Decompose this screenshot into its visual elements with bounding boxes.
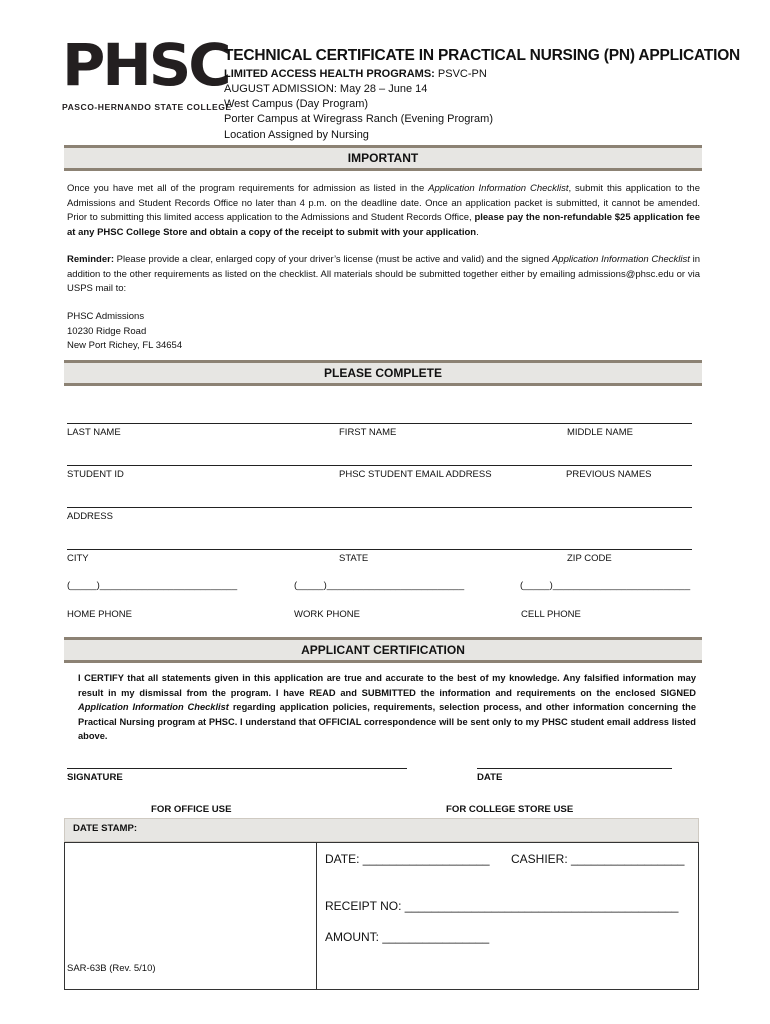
- college-store-use-label: FOR COLLEGE STORE USE: [446, 804, 574, 815]
- home-phone-field[interactable]: (_____)__________________________: [67, 580, 238, 591]
- please-complete-heading: PLEASE COMPLETE: [64, 360, 702, 386]
- important-paragraph: Once you have met all of the program requirements for admission as listed in the Application Information Checklist, submit this application to the Admissions and Student Records Office no later than 4 p.m. on the deadline date. Once an application packet is submitted, it cannot be amended. Prior to submitting this limited access application to the Admissions and Student Records Office, please pay the non-refundable $25 application fee at any PHSC College Store and obtain a copy of the receipt to submit with your application.: [67, 183, 700, 238]
- middle-name-label: MIDDLE NAME: [567, 427, 633, 438]
- last-name-label: LAST NAME: [67, 427, 121, 438]
- signature-line[interactable]: [67, 768, 407, 769]
- zip-label: ZIP CODE: [567, 553, 612, 564]
- reminder-paragraph: Reminder: Please provide a clear, enlarged copy of your driver’s license (must be active and valid) and the signed Application Information Checklist in addition to the other requirements as listed on the checklist. All materials should be submitted together either by emailing admissions@phsc.edu or via USPS mail to:: [67, 254, 700, 294]
- page-title: TECHNICAL CERTIFICATE IN PRACTICAL NURSING (PN) APPLICATION: [224, 47, 741, 64]
- name-line[interactable]: [67, 423, 692, 424]
- amount-field[interactable]: AMOUNT: ________________: [325, 930, 490, 944]
- city-label: CITY: [67, 553, 89, 564]
- address-label: ADDRESS: [67, 511, 113, 522]
- state-label: STATE: [339, 553, 369, 564]
- program-code: PSVC-PN: [437, 68, 487, 80]
- important-heading: IMPORTANT: [64, 145, 702, 171]
- mailing-address: PHSC Admissions 10230 Ridge Road New Port Richey, FL 34654: [67, 311, 183, 351]
- id-line[interactable]: [67, 465, 692, 466]
- home-phone-label: HOME PHONE: [67, 609, 132, 620]
- certification-heading: APPLICANT CERTIFICATION: [64, 637, 702, 663]
- cell-phone-field[interactable]: (_____)__________________________: [520, 580, 691, 591]
- signature-label: SIGNATURE: [67, 772, 123, 783]
- previous-names-label: PREVIOUS NAMES: [566, 469, 652, 480]
- college-name: PASCO-HERNANDO STATE COLLEGE: [62, 102, 232, 112]
- program-label: LIMITED ACCESS HEALTH PROGRAMS:: [224, 68, 435, 80]
- date-line[interactable]: [477, 768, 672, 769]
- email-label: PHSC STUDENT EMAIL ADDRESS: [339, 469, 492, 480]
- receipt-number-field[interactable]: RECEIPT NO: _________________________________________: [325, 899, 679, 913]
- program-line: [224, 69, 487, 80]
- certification-text: I CERTIFY that all statements given in this application are true and accurate to the best of my knowledge. Any falsified information may result in my dismissal from the program. I have READ and SUBMITTED the information and requirements on the enclosed SIGNED Application Information Checklist regarding application policies, requirements, selection process, and other information concerning the Practical Nursing program at PHSC. I understand that OFFICIAL correspondence will be sent only to my PHSC student email address listed above.: [78, 673, 697, 741]
- work-phone-label: WORK PHONE: [294, 609, 360, 620]
- date-label: DATE: [477, 772, 503, 783]
- office-use-label: FOR OFFICE USE: [151, 804, 232, 815]
- phsc-logo: PHSC: [62, 31, 229, 99]
- store-date-field[interactable]: DATE: ___________________: [325, 852, 490, 866]
- cell-phone-label: CELL PHONE: [521, 609, 581, 620]
- office-box-divider: [316, 842, 317, 990]
- work-phone-field[interactable]: (_____)__________________________: [294, 580, 465, 591]
- first-name-label: FIRST NAME: [339, 427, 397, 438]
- address-line[interactable]: [67, 507, 692, 508]
- campus-day: West Campus (Day Program): [224, 98, 369, 110]
- student-id-label: STUDENT ID: [67, 469, 124, 480]
- city-line[interactable]: [67, 549, 692, 550]
- admission-dates: AUGUST ADMISSION: May 28 – June 14: [224, 83, 428, 95]
- date-stamp-label: DATE STAMP:: [73, 823, 138, 834]
- form-number: SAR-63B (Rev. 5/10): [67, 963, 156, 974]
- date-stamp-bar: [64, 818, 699, 842]
- location-note: Location Assigned by Nursing: [224, 129, 369, 141]
- cashier-field[interactable]: CASHIER: _________________: [511, 852, 685, 866]
- campus-evening: Porter Campus at Wiregrass Ranch (Evening Program): [224, 113, 493, 125]
